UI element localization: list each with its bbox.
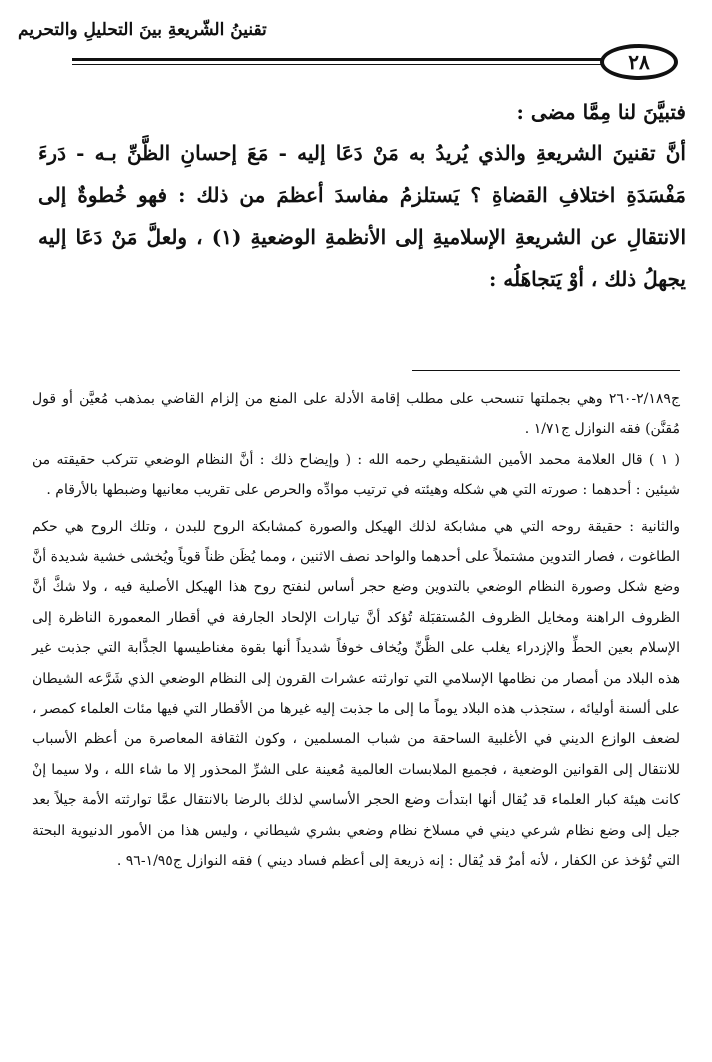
footnote-separator (412, 370, 680, 371)
footnote-1-part-1: ( ١ ) قال العلامة محمد الأمين الشنقيطي رحمه الله : ( وإيضاح ذلك : أنَّ النظام الوضعي تتركب حقيقته من شيئين : أحدهما : صورته التي هي شكله وهيئته في ترتيب موادِّه والحرص على تقريب معانيها وضبطها بالأرقام . (32, 451, 680, 499)
header-rule-thick (72, 58, 602, 61)
main-text (38, 92, 686, 300)
running-header-title: تقنينُ الشّريعةِ بينَ التحليلِ والتحريم (18, 20, 267, 40)
footnotes (32, 384, 680, 877)
section-heading: فتبيَّنَ لنا مِمَّا مضى : (516, 100, 686, 124)
main-paragraph: أنَّ تقنينَ الشريعةِ والذي يُريدُ به مَنْ دَعَا إليه - مَعَ إحسانِ الظَّنِّ بـه - دَرءَ مَفْسَدَةِ اختلافِ القضاةِ ؟ يَستلزمُ مفاسدَ أعظمَ من ذلك : فهو خُطوةٌ إلى الانتقالِ عن الشريعةِ الإسلاميةِ إلى الأنظمةِ الوضعيةِ (١) ، ولعلَّ مَنْ دَعَا إليه يجهلُ ذلك ، أوْ يَتجاهَلُه : (38, 141, 687, 291)
page-number-badge (600, 44, 678, 80)
footnote-continuation: ج٢/١٨٩-٢٦٠ وهي بجملتها تنسحب على مطلب إقامة الأدلة على المنع من إلزام القاضي بمذهب مُعيَّن أو قول مُقنَّن) فقه النوازل ج١/٧١ . (32, 391, 680, 438)
page-number: ٢٨ (628, 50, 650, 74)
header-rule-thin (72, 64, 602, 65)
footnote-1-part-2: والثانية : حقيقة روحه التي هي مشابكة لذلك الهيكل والصورة كمشابكة الروح للبدن ، وتلك الروح هي حكم الطاغوت ، فصار التدوين مشتملاً على أحدهما والواحد نصف الاثنين ، ومما يُظَن ظناً قوياً ويُخشى خشية شديدة أنَّ وضع شكل وصورة النظام الوضعي بالتدوين وضع حجر أساس لنفتح روح هذا الهيكل الأصلية فيه ، ولا شكَّ أنَّ الظروف الراهنة ومخايل الظروف المُستقبَلة تُؤكد أنَّ تيارات الإلحاد الجارفة في أقطار المعمورة الناظرة إلى الإسلام بعين الحطِّ والإزدراء يغلب على الظَّنِّ ويُخاف خوفاً شديداً أنها بقوة مغناطيسها الجذَّابة التي جذبت غير هذه البلاد من أمصار من نظامها الإسلامي التي توارثته عشرات القرون إلى النظام الوضعي الذي شَرَّعه الشيطان على ألسنة أوليائه ، ستجذب هذه البلاد يوماً ما إلى ما جذبت إليه غيرها من الأقطار التي فيها مئات العلماء كمصر ، لضعف الوازع الديني في الأغلبية الساحقة من شباب المسلمين ، وكون الثقافة المعاصرة من أعظم الأسباب للانتقال إلى القوانين الوضعية ، فجميع الملابسات العالمية مُعينة على الشرِّ المحذور إلا ما شاء الله ، ولا سيما إنْ كانت هيئة كبار العلماء قد يُقال أنها ابتدأت وضع الحجر الأساسي لذلك بالرضا بالانتقال عمَّا توارثته الأمة جيلاً بعد جيل إلى وضع نظام شرعي ديني في مسلاخ نظام وضعي بشري شيطاني ، وليس هذا من الأمور الدنيوية البحتة التي تُؤخذ عن الكفار ، لأنه أمرٌ قد يُقال : إنه ذريعة إلى أعظم فساد ديني ) فقه النوازل ج١/٩٥-٩٦ . (32, 518, 680, 870)
